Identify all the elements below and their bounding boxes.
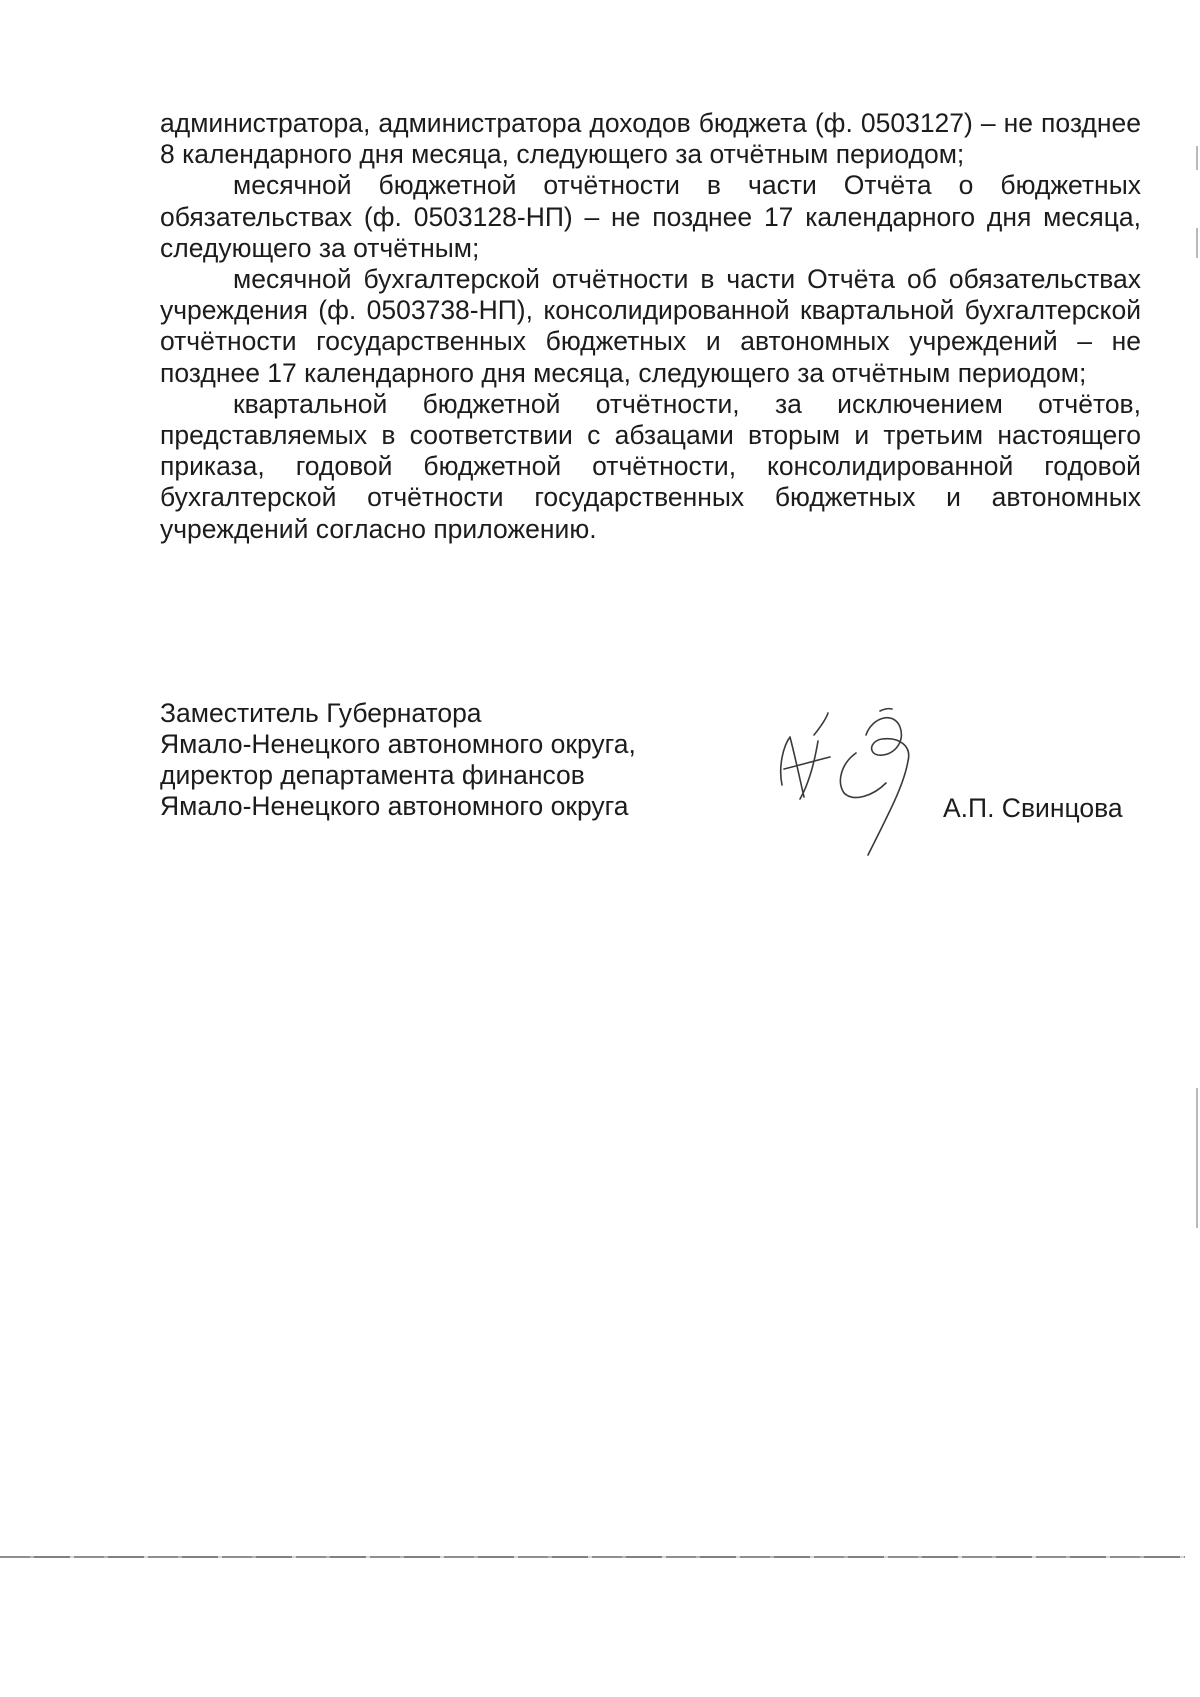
- scan-edge-mark: [1196, 146, 1198, 170]
- document-body: [160, 108, 1141, 545]
- paragraph-monthly-budget: месячной бюджетной отчётности в части Отчёта о бюджетных обязательствах (ф. 0503128-НП) – не позднее 17 календарного дня месяца, следующего за отчётным;: [160, 170, 1141, 263]
- paragraph-continuation: администратора, администратора доходов бюджета (ф. 0503127) – не позднее 8 календарного дня месяца, следующего за отчётным периодом;: [160, 108, 1141, 170]
- signer-position-line: директор департамента финансов: [160, 760, 585, 790]
- signature-stroke: [781, 713, 830, 799]
- page-bottom-scan-line: [0, 1556, 1185, 1558]
- handwritten-signature: [770, 705, 950, 865]
- paragraph-monthly-accounting: месячной бухгалтерской отчётности в части Отчёта об обязательствах учреждения (ф. 0503738-НП), консолидированной квартальной бухгалтерской отчётности государственных бюджетных и автономных учреждений – не позднее 17 календарного дня месяца, следующего за отчётным периодом;: [160, 264, 1141, 388]
- scan-edge-mark: [1196, 228, 1198, 258]
- signer-position-line: Ямало-Ненецкого автономного округа,: [160, 729, 636, 759]
- signature-stroke: [880, 709, 892, 711]
- paragraph-quarterly-budget: квартальной бюджетной отчётности, за исключением отчётов, представляемых в соответствии с абзацами вторым и третьим настоящего приказа, годовой бюджетной отчётности, консолидированной годовой бухгалтерской отчётности государственных бюджетных и автономных учреждений согласно приложению.: [160, 388, 1141, 544]
- signer-position: [160, 698, 700, 822]
- signature-stroke: [866, 718, 909, 855]
- scan-edge-mark: [1196, 1088, 1198, 1228]
- signer-position-line: Заместитель Губернатора: [160, 698, 482, 728]
- signer-name: А.П. Свинцова: [943, 793, 1123, 823]
- signer-position-line: Ямало-Ненецкого автономного округа: [160, 791, 629, 821]
- signature-stroke: [840, 753, 886, 798]
